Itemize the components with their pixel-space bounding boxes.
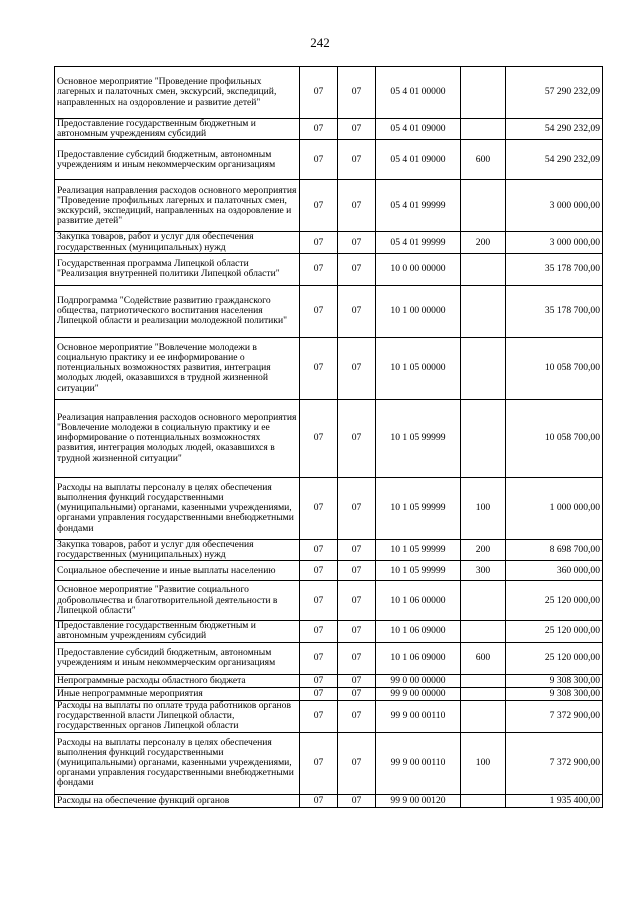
table-row bbox=[55, 180, 603, 232]
row-expense-type-cell: 100 bbox=[461, 732, 506, 794]
row-section-cell: 07 bbox=[300, 732, 338, 794]
row-amount-cell: 7 372 900,00 bbox=[506, 732, 603, 794]
row-section-cell: 07 bbox=[300, 67, 338, 119]
row-section-cell: 07 bbox=[300, 399, 338, 477]
row-expense-type-cell: 200 bbox=[461, 539, 506, 560]
table-row bbox=[55, 674, 603, 687]
row-target-article-cell: 10 1 06 09000 bbox=[376, 642, 461, 674]
row-name-cell: Предоставление государственным бюджетным и автономным учреждениям субсидий bbox=[55, 621, 300, 642]
row-subsection-cell: 07 bbox=[338, 180, 376, 232]
row-expense-type-cell bbox=[461, 399, 506, 477]
table-row bbox=[55, 337, 603, 399]
row-target-article-cell: 99 9 00 00000 bbox=[376, 687, 461, 700]
row-target-article-cell: 10 1 05 99999 bbox=[376, 399, 461, 477]
row-name-cell: Расходы на выплаты персоналу в целях обеспечения выполнения функций государственными (муниципальными) органами, казенными учреждениями, органами управления государственными внебюджетными фондами bbox=[55, 477, 300, 539]
row-amount-cell: 3 000 000,00 bbox=[506, 180, 603, 232]
row-section-cell: 07 bbox=[300, 700, 338, 732]
budget-table bbox=[54, 66, 603, 808]
row-expense-type-cell bbox=[461, 581, 506, 621]
row-amount-cell: 35 178 700,00 bbox=[506, 253, 603, 285]
row-target-article-cell: 10 1 06 00000 bbox=[376, 581, 461, 621]
row-expense-type-cell bbox=[461, 674, 506, 687]
table-row bbox=[55, 119, 603, 140]
row-expense-type-cell: 100 bbox=[461, 477, 506, 539]
table-row bbox=[55, 561, 603, 581]
row-section-cell: 07 bbox=[300, 180, 338, 232]
row-subsection-cell: 07 bbox=[338, 477, 376, 539]
row-expense-type-cell bbox=[461, 687, 506, 700]
table-row bbox=[55, 700, 603, 732]
row-expense-type-cell bbox=[461, 253, 506, 285]
row-expense-type-cell bbox=[461, 67, 506, 119]
row-name-cell: Основное мероприятие "Развитие социального добровольчества и благотворительной деятельности в Липецкой области" bbox=[55, 581, 300, 621]
row-amount-cell: 8 698 700,00 bbox=[506, 539, 603, 560]
row-section-cell: 07 bbox=[300, 581, 338, 621]
row-expense-type-cell: 300 bbox=[461, 561, 506, 581]
row-expense-type-cell: 200 bbox=[461, 232, 506, 253]
row-amount-cell: 35 178 700,00 bbox=[506, 285, 603, 337]
row-name-cell: Непрограммные расходы областного бюджета bbox=[55, 674, 300, 687]
row-name-cell: Социальное обеспечение и иные выплаты населению bbox=[55, 561, 300, 581]
row-section-cell: 07 bbox=[300, 642, 338, 674]
row-amount-cell: 1 935 400,00 bbox=[506, 794, 603, 807]
row-target-article-cell: 10 1 05 00000 bbox=[376, 337, 461, 399]
row-name-cell: Государственная программа Липецкой области "Реализация внутренней политики Липецкой области" bbox=[55, 253, 300, 285]
row-target-article-cell: 99 0 00 00000 bbox=[376, 674, 461, 687]
row-subsection-cell: 07 bbox=[338, 232, 376, 253]
row-name-cell: Расходы на выплаты по оплате труда работников органов государственной власти Липецкой области, государственных органов Липецкой области bbox=[55, 700, 300, 732]
row-target-article-cell: 99 9 00 00120 bbox=[376, 794, 461, 807]
row-expense-type-cell bbox=[461, 621, 506, 642]
page-number: 242 bbox=[310, 35, 330, 50]
table-row bbox=[55, 253, 603, 285]
row-target-article-cell: 05 4 01 09000 bbox=[376, 119, 461, 140]
table-row bbox=[55, 687, 603, 700]
row-section-cell: 07 bbox=[300, 337, 338, 399]
row-section-cell: 07 bbox=[300, 477, 338, 539]
row-section-cell: 07 bbox=[300, 674, 338, 687]
row-name-cell: Расходы на выплаты персоналу в целях обеспечения выполнения функций государственными (муниципальными) органами, казенными учреждениями, органами управления государственными внебюджетными фондами bbox=[55, 732, 300, 794]
row-section-cell: 07 bbox=[300, 794, 338, 807]
row-amount-cell: 10 058 700,00 bbox=[506, 399, 603, 477]
row-subsection-cell: 07 bbox=[338, 794, 376, 807]
row-subsection-cell: 07 bbox=[338, 621, 376, 642]
row-expense-type-cell: 600 bbox=[461, 140, 506, 180]
row-amount-cell: 9 308 300,00 bbox=[506, 674, 603, 687]
row-subsection-cell: 07 bbox=[338, 561, 376, 581]
row-subsection-cell: 07 bbox=[338, 674, 376, 687]
row-amount-cell: 54 290 232,09 bbox=[506, 140, 603, 180]
row-name-cell: Закупка товаров, работ и услуг для обеспечения государственных (муниципальных) нужд bbox=[55, 539, 300, 560]
table-row bbox=[55, 794, 603, 807]
row-amount-cell: 3 000 000,00 bbox=[506, 232, 603, 253]
table-row bbox=[55, 539, 603, 560]
row-subsection-cell: 07 bbox=[338, 140, 376, 180]
row-name-cell: Предоставление субсидий бюджетным, автономным учреждениям и иным некоммерческим организациям bbox=[55, 642, 300, 674]
row-name-cell: Реализация направления расходов основного мероприятия "Вовлечение молодежи в социальную практику и ее информирование о потенциальных возможностях развития, интеграция молодых людей, оказавшихся в трудной жизненной ситуации" bbox=[55, 399, 300, 477]
table-row bbox=[55, 399, 603, 477]
row-subsection-cell: 07 bbox=[338, 581, 376, 621]
row-expense-type-cell bbox=[461, 700, 506, 732]
row-name-cell: Расходы на обеспечение функций органов bbox=[55, 794, 300, 807]
row-amount-cell: 25 120 000,00 bbox=[506, 642, 603, 674]
table-row bbox=[55, 285, 603, 337]
row-amount-cell: 25 120 000,00 bbox=[506, 621, 603, 642]
row-name-cell: Подпрограмма "Содействие развитию гражданского общества, патриотического воспитания населения Липецкой области и реализации молодежной политики" bbox=[55, 285, 300, 337]
row-target-article-cell: 05 4 01 09000 bbox=[376, 140, 461, 180]
row-amount-cell: 9 308 300,00 bbox=[506, 687, 603, 700]
row-target-article-cell: 99 9 00 00110 bbox=[376, 732, 461, 794]
row-section-cell: 07 bbox=[300, 687, 338, 700]
row-target-article-cell: 10 1 06 09000 bbox=[376, 621, 461, 642]
row-expense-type-cell: 600 bbox=[461, 642, 506, 674]
row-expense-type-cell bbox=[461, 119, 506, 140]
row-amount-cell: 7 372 900,00 bbox=[506, 700, 603, 732]
row-target-article-cell: 05 4 01 00000 bbox=[376, 67, 461, 119]
table-row bbox=[55, 140, 603, 180]
row-amount-cell: 1 000 000,00 bbox=[506, 477, 603, 539]
row-name-cell: Иные непрограммные мероприятия bbox=[55, 687, 300, 700]
row-name-cell: Основное мероприятие "Проведение профильных лагерных и палаточных смен, экскурсий, экспедиций, направленных на оздоровление и развитие детей" bbox=[55, 67, 300, 119]
row-subsection-cell: 07 bbox=[338, 539, 376, 560]
row-section-cell: 07 bbox=[300, 285, 338, 337]
row-target-article-cell: 99 9 00 00110 bbox=[376, 700, 461, 732]
row-section-cell: 07 bbox=[300, 621, 338, 642]
row-expense-type-cell bbox=[461, 180, 506, 232]
row-target-article-cell: 10 1 05 99999 bbox=[376, 561, 461, 581]
row-name-cell: Предоставление государственным бюджетным и автономным учреждениям субсидий bbox=[55, 119, 300, 140]
row-section-cell: 07 bbox=[300, 119, 338, 140]
row-amount-cell: 54 290 232,09 bbox=[506, 119, 603, 140]
row-target-article-cell: 10 1 00 00000 bbox=[376, 285, 461, 337]
row-name-cell: Основное мероприятие "Вовлечение молодежи в социальную практику и ее информирование о потенциальных возможностях развития, интеграция молодых людей, оказавшихся в трудной жизненной ситуации" bbox=[55, 337, 300, 399]
row-expense-type-cell bbox=[461, 794, 506, 807]
row-section-cell: 07 bbox=[300, 253, 338, 285]
row-amount-cell: 360 000,00 bbox=[506, 561, 603, 581]
row-subsection-cell: 07 bbox=[338, 285, 376, 337]
row-target-article-cell: 10 1 05 99999 bbox=[376, 477, 461, 539]
row-subsection-cell: 07 bbox=[338, 119, 376, 140]
row-target-article-cell: 10 0 00 00000 bbox=[376, 253, 461, 285]
row-amount-cell: 57 290 232,09 bbox=[506, 67, 603, 119]
row-subsection-cell: 07 bbox=[338, 337, 376, 399]
row-expense-type-cell bbox=[461, 337, 506, 399]
table-row bbox=[55, 232, 603, 253]
row-name-cell: Предоставление субсидий бюджетным, автономным учреждениям и иным некоммерческим организациям bbox=[55, 140, 300, 180]
row-subsection-cell: 07 bbox=[338, 732, 376, 794]
row-section-cell: 07 bbox=[300, 561, 338, 581]
row-amount-cell: 10 058 700,00 bbox=[506, 337, 603, 399]
row-subsection-cell: 07 bbox=[338, 399, 376, 477]
row-subsection-cell: 07 bbox=[338, 687, 376, 700]
table-row bbox=[55, 67, 603, 119]
table-row bbox=[55, 642, 603, 674]
row-target-article-cell: 05 4 01 99999 bbox=[376, 232, 461, 253]
row-section-cell: 07 bbox=[300, 232, 338, 253]
row-subsection-cell: 07 bbox=[338, 700, 376, 732]
row-subsection-cell: 07 bbox=[338, 253, 376, 285]
row-name-cell: Реализация направления расходов основного мероприятия "Проведение профильных лагерных и палаточных смен, экскурсий, экспедиций, направленных на оздоровление и развитие детей" bbox=[55, 180, 300, 232]
row-subsection-cell: 07 bbox=[338, 67, 376, 119]
table-row bbox=[55, 477, 603, 539]
row-target-article-cell: 05 4 01 99999 bbox=[376, 180, 461, 232]
table-row bbox=[55, 732, 603, 794]
row-name-cell: Закупка товаров, работ и услуг для обеспечения государственных (муниципальных) нужд bbox=[55, 232, 300, 253]
row-expense-type-cell bbox=[461, 285, 506, 337]
row-subsection-cell: 07 bbox=[338, 642, 376, 674]
row-amount-cell: 25 120 000,00 bbox=[506, 581, 603, 621]
row-section-cell: 07 bbox=[300, 140, 338, 180]
table-row bbox=[55, 621, 603, 642]
table-row bbox=[55, 581, 603, 621]
row-target-article-cell: 10 1 05 99999 bbox=[376, 539, 461, 560]
row-section-cell: 07 bbox=[300, 539, 338, 560]
